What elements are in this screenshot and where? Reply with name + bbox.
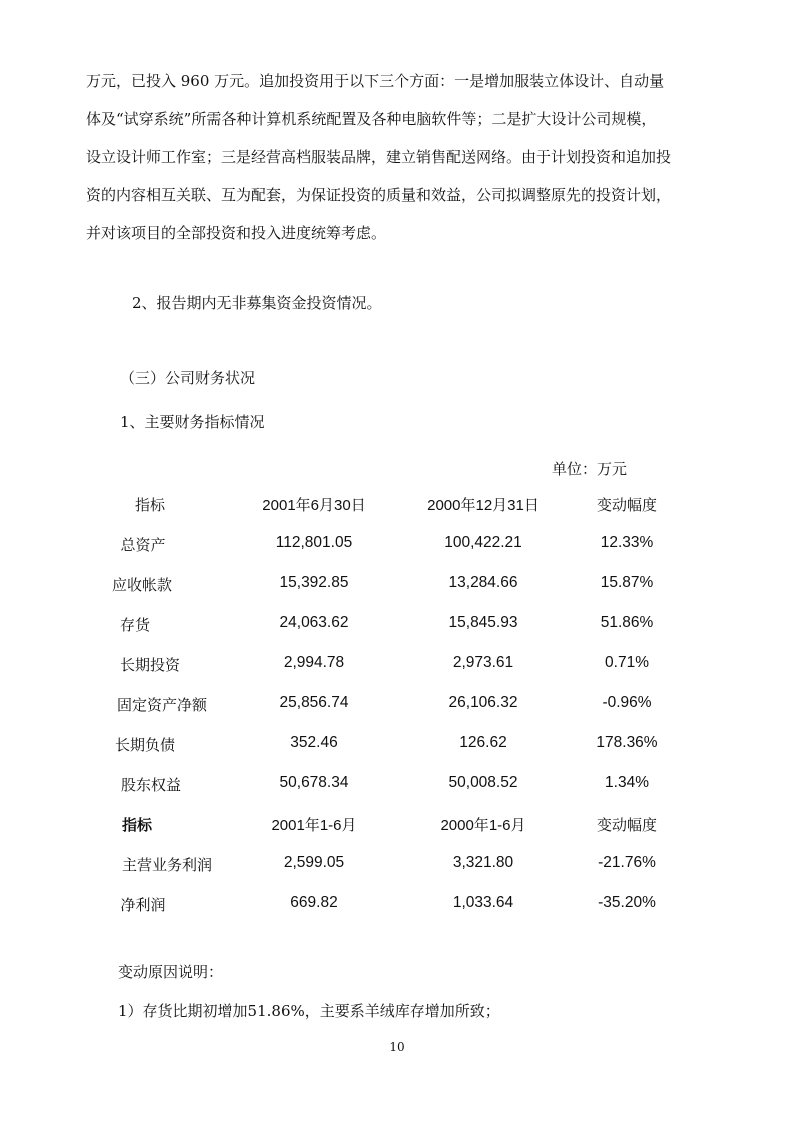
row-label: 应收帐款 xyxy=(111,576,173,594)
value-2000: 100,422.21 xyxy=(444,534,522,551)
table-row xyxy=(0,574,794,614)
change-value: 12.33% xyxy=(600,534,654,551)
row-label: 总资产 xyxy=(120,536,166,554)
table-row xyxy=(0,894,794,934)
table-row xyxy=(0,734,794,774)
value-2000: 13,284.66 xyxy=(448,574,518,591)
table-row xyxy=(0,774,794,814)
row-label: 固定资产净额 xyxy=(116,696,208,714)
subsection-1-title: 1、主要财务指标情况 xyxy=(120,413,265,431)
row-label: 存货 xyxy=(119,616,151,634)
change-reason-1: 1）存货比期初增加51.86%，主要系羊绒库存增加所致； xyxy=(118,1002,500,1020)
value-2001: 25,856.74 xyxy=(279,694,349,711)
value-2000: 3,321.80 xyxy=(452,854,514,871)
intro-line: 设立设计师工作室；三是经营高档服装品牌，建立销售配送网络。由于计划投资和追加投 xyxy=(86,148,672,166)
section-3-title: （三）公司财务状况 xyxy=(120,369,256,387)
value-2000: 2,973.61 xyxy=(452,654,514,671)
change-value: -21.76% xyxy=(598,854,656,871)
value-2001: 50,678.34 xyxy=(279,774,349,791)
row-label: 长期负债 xyxy=(114,736,176,754)
intro-paragraph xyxy=(86,62,726,252)
value-2000: 1,033.64 xyxy=(452,894,514,911)
value-2001: 24,063.62 xyxy=(279,614,349,631)
table-row xyxy=(0,654,794,694)
table-row xyxy=(0,614,794,654)
intro-line: 资的内容相互关联、互为配套，为保证投资的质量和效益，公司拟调整原先的投资计划， xyxy=(86,186,672,204)
value-2001: 352.46 xyxy=(290,734,338,751)
header-cell: 指标 xyxy=(134,496,166,514)
value-2001: 2,599.05 xyxy=(283,854,345,871)
value-2001: 15,392.85 xyxy=(279,574,349,591)
table-row xyxy=(0,694,794,734)
change-value: 15.87% xyxy=(600,574,654,591)
header-cell: 指标 xyxy=(121,816,153,834)
table-row xyxy=(0,534,794,574)
header-cell: 变动幅度 xyxy=(596,816,658,834)
item-2-text: 2、报告期内无非募集资金投资情况。 xyxy=(132,294,382,312)
intro-line: 体及“试穿系统”所需各种计算机系统配置及各种电脑软件等；二是扩大设计公司规模， xyxy=(86,110,657,128)
change-value: 51.86% xyxy=(600,614,654,631)
change-value: -0.96% xyxy=(602,694,652,711)
header-cell: 变动幅度 xyxy=(596,496,658,514)
value-2000: 26,106.32 xyxy=(448,694,518,711)
unit-label: 单位：万元 xyxy=(552,460,628,478)
value-2001: 669.82 xyxy=(290,894,338,911)
change-value: -35.20% xyxy=(598,894,656,911)
header-cell: 2001年6月30日 xyxy=(262,497,366,514)
table-header-row xyxy=(0,494,794,534)
row-label: 股东权益 xyxy=(120,776,182,794)
header-cell: 2000年1-6月 xyxy=(440,817,526,834)
value-2001: 2,994.78 xyxy=(283,654,345,671)
value-2000: 126.62 xyxy=(459,734,507,751)
page-number: 10 xyxy=(389,1040,405,1054)
intro-line: 并对该项目的全部投资和投入进度统筹考虑。 xyxy=(86,224,387,242)
change-value: 178.36% xyxy=(596,734,658,751)
change-reason-title: 变动原因说明： xyxy=(118,963,224,981)
header-cell: 2001年1-6月 xyxy=(271,817,357,834)
row-label: 长期投资 xyxy=(119,656,181,674)
change-value: 1.34% xyxy=(605,774,649,791)
table-header-row xyxy=(0,814,794,854)
value-2000: 15,845.93 xyxy=(448,614,518,631)
value-2000: 50,008.52 xyxy=(448,774,518,791)
change-value: 0.71% xyxy=(605,654,649,671)
row-label: 净利润 xyxy=(120,896,166,914)
header-cell: 2000年12月31日 xyxy=(427,497,539,514)
row-label: 主营业务利润 xyxy=(121,856,213,874)
value-2001: 112,801.05 xyxy=(275,534,353,551)
table-row xyxy=(0,854,794,894)
intro-line: 万元，已投入 960 万元。追加投资用于以下三个方面：一是增加服装立体设计、自动量 xyxy=(86,72,665,90)
